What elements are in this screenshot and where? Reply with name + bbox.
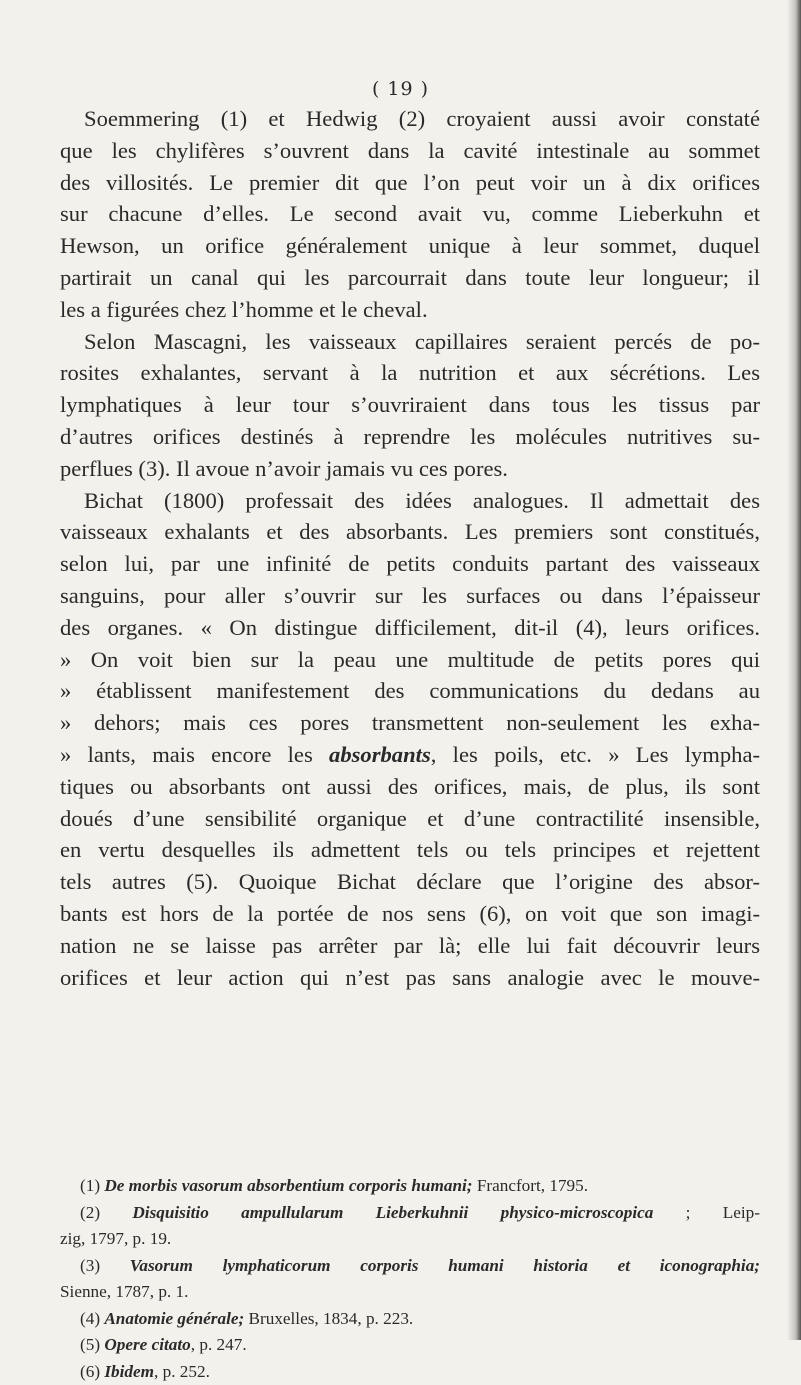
footnote-text: ; Leip- <box>653 1203 760 1222</box>
footnotes <box>60 1173 760 1385</box>
body-text <box>60 103 760 993</box>
footnote <box>60 1173 760 1200</box>
text-line: tels autres (5). Quoique Bichat déclare que l’origine des absor- <box>60 866 760 898</box>
page-edge-shadow <box>787 0 801 1340</box>
footnote-number: (6) <box>80 1362 104 1381</box>
text-line: sur chacune d’elles. Le second avait vu, comme Lieberkuhn et <box>60 198 760 230</box>
text-line: d’autres orifices destinés à reprendre les molécules nutritives su- <box>60 421 760 453</box>
text-line: lymphatiques à leur tour s’ouvriraient dans tous les tissus par <box>60 389 760 421</box>
footnote-text: , p. 247. <box>191 1335 247 1354</box>
footnote-title: Opere citato <box>104 1335 190 1354</box>
text-line: Hewson, un orifice généralement unique à leur sommet, duquel <box>60 230 760 262</box>
footnote-text: , p. 252. <box>154 1362 210 1381</box>
footnote-number: (4) <box>80 1309 104 1328</box>
footnote-number: (3) <box>80 1256 130 1275</box>
text-line: tiques ou absorbants ont aussi des orifices, mais, de plus, ils sont <box>60 771 760 803</box>
text-line: vaisseaux exhalants et des absorbants. Les premiers sont constitués, <box>60 516 760 548</box>
footnote-continuation: zig, 1797, p. 19. <box>60 1226 760 1253</box>
footnote-text: Bruxelles, 1834, p. 223. <box>244 1309 413 1328</box>
page-number: ( 19 ) <box>0 78 801 100</box>
footnote <box>60 1200 760 1227</box>
footnote-number: (1) <box>80 1176 104 1195</box>
footnote-title: De morbis vasorum absorbentium corporis humani; <box>104 1176 472 1195</box>
text-line: selon lui, par une infinité de petits conduits partant des vaisseaux <box>60 548 760 580</box>
text-line: orifices et leur action qui n’est pas sans analogie avec le mouve- <box>60 962 760 994</box>
text-line: sanguins, pour aller s’ouvrir sur les surfaces ou dans l’épaisseur <box>60 580 760 612</box>
footnote-number: (5) <box>80 1335 104 1354</box>
text-line: Bichat (1800) professait des idées analogues. Il admettait des <box>60 485 760 517</box>
text-line: Soemmering (1) et Hedwig (2) croyaient aussi avoir constaté <box>60 103 760 135</box>
text-line: nation ne se laisse pas arrêter par là; elle lui fait découvrir leurs <box>60 930 760 962</box>
text-line: des villosités. Le premier dit que l’on peut voir un à dix orifices <box>60 167 760 199</box>
text-line: » établissent manifestement des communications du dedans au <box>60 675 760 707</box>
footnote-title: Disquisitio ampullularum Lieberkuhnii physico-microscopica <box>132 1203 653 1222</box>
footnote <box>60 1306 760 1333</box>
text-line: les a figurées chez l’homme et le cheval. <box>60 294 760 326</box>
text-line: » dehors; mais ces pores transmettent non-seulement les exha- <box>60 707 760 739</box>
text-line: des organes. « On distingue difficilement, dit-il (4), leurs orifices. <box>60 612 760 644</box>
footnote-title: Ibidem <box>104 1362 154 1381</box>
text-line: Selon Mascagni, les vaisseaux capillaires seraient percés de po- <box>60 326 760 358</box>
text-line: perflues (3). Il avoue n’avoir jamais vu ces pores. <box>60 453 760 485</box>
text-line: en vertu desquelles ils admettent tels ou tels principes et rejettent <box>60 834 760 866</box>
text-segment: , les poils, etc. » Les lympha- <box>431 742 760 767</box>
footnote-number: (2) <box>80 1203 132 1222</box>
footnote-continuation: Sienne, 1787, p. 1. <box>60 1279 760 1306</box>
text-line: doués d’une sensibilité organique et d’une contractilité insensible, <box>60 803 760 835</box>
text-line: que les chylifères s’ouvrent dans la cavité intestinale au sommet <box>60 135 760 167</box>
footnote <box>60 1332 760 1359</box>
text-segment: » lants, mais encore les <box>60 742 329 767</box>
text-line: rosites exhalantes, servant à la nutrition et aux sécrétions. Les <box>60 357 760 389</box>
footnote-text: Francfort, 1795. <box>473 1176 589 1195</box>
text-line: » On voit bien sur la peau une multitude de petits pores qui <box>60 644 760 676</box>
italic-text: absorbants <box>329 742 431 767</box>
footnote-title: Vasorum lymphaticorum corporis humani historia et iconographia; <box>130 1256 760 1275</box>
footnote <box>60 1359 760 1385</box>
text-line: bants est hors de la portée de nos sens (6), on voit que son imagi- <box>60 898 760 930</box>
text-line <box>60 739 760 771</box>
footnote-title: Anatomie générale; <box>104 1309 244 1328</box>
footnote <box>60 1253 760 1280</box>
text-line: partirait un canal qui les parcourrait dans toute leur longueur; il <box>60 262 760 294</box>
